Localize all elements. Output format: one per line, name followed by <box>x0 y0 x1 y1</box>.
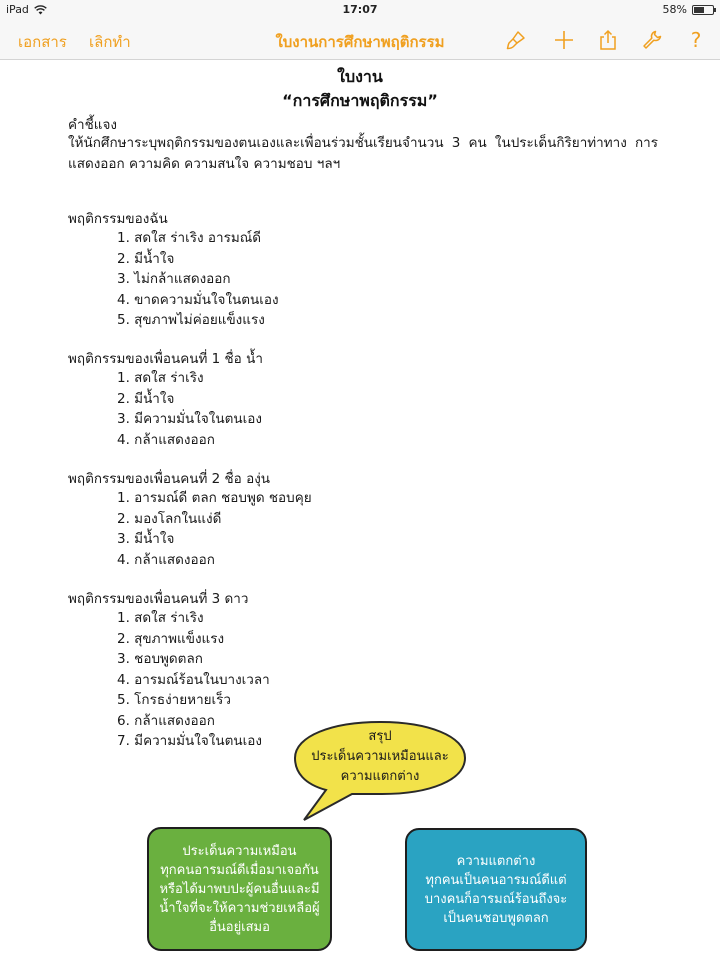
list-item: 2. สุขภาพแข็งแรง <box>117 630 225 647</box>
list-item: 5. โกรธง่ายหายเร็ว <box>117 692 232 708</box>
bubble-line: ประเด็นความเหมือนและ <box>311 749 449 764</box>
document-title: ใบงานการศึกษาพฤติกรรม <box>275 33 445 51</box>
undo-button[interactable]: เลิกทำ <box>89 33 131 51</box>
similarity-line: ประเด็นความเหมือน <box>182 843 297 859</box>
battery-icon <box>692 5 714 15</box>
behavior-list <box>117 368 262 450</box>
list-item: 3. มีความมั่นใจในตนเอง <box>117 411 262 427</box>
device-name: iPad <box>6 3 29 16</box>
behavior-list <box>117 228 279 331</box>
list-item: 1. อารมณ์ดี ตลก ชอบพูด ชอบคุย <box>117 490 312 506</box>
section-heading: พฤติกรรมของฉัน <box>68 211 168 227</box>
paintbrush-icon[interactable] <box>505 29 527 51</box>
list-item: 5. สุขภาพไม่ค่อยแข็งแรง <box>117 312 265 328</box>
battery-percent: 58% <box>662 3 687 16</box>
behavior-list <box>117 488 312 570</box>
section-heading: พฤติกรรมของเพื่อนคนที่ 2 ชื่อ องุ่น <box>68 471 271 487</box>
list-item: 2. มองโลกในแง่ดี <box>117 510 222 527</box>
battery-level <box>694 7 704 13</box>
list-item: 1. สดใส ร่าเริง <box>117 370 204 386</box>
section-heading: พฤติกรรมของเพื่อนคนที่ 3 ดาว <box>68 591 249 607</box>
help-icon[interactable]: ? <box>690 28 702 52</box>
status-time: 17:07 <box>342 3 378 16</box>
list-item: 4. กล้าแสดงออก <box>117 431 215 448</box>
section-heading: พฤติกรรมของเพื่อนคนที่ 1 ชื่อ น้ำ <box>68 351 263 367</box>
list-item: 4. อารมณ์ร้อนในบางเวลา <box>117 671 270 688</box>
plus-icon[interactable] <box>553 29 575 51</box>
worksheet-subtitle: “การศึกษาพฤติกรรม” <box>282 91 438 110</box>
bubble-line: ความแตกต่าง <box>340 769 420 784</box>
wrench-icon[interactable] <box>641 29 663 51</box>
list-item: 2. มีน้ำใจ <box>117 250 175 267</box>
toolbar <box>0 20 720 60</box>
similarity-line: อื่นอยู่เสมอ <box>209 919 270 935</box>
documents-button[interactable]: เอกสาร <box>18 33 67 51</box>
list-item: 1. สดใส ร่าเริง <box>117 610 204 626</box>
similarity-line: ทุกคนอารมณ์ดีเมื่อมาเจอกัน <box>160 862 319 878</box>
status-bar <box>0 0 720 20</box>
list-item: 3. ไม่กล้าแสดงออก <box>117 271 231 287</box>
status-right <box>663 3 714 16</box>
difference-line: ความแตกต่าง <box>456 853 536 869</box>
list-item: 4. กล้าแสดงออก <box>117 551 215 568</box>
difference-line: ทุกคนเป็นคนอารมณ์ดีแต่ <box>425 872 567 888</box>
worksheet-title: ใบงาน <box>337 67 383 86</box>
difference-line: เป็นคนชอบพูดตลก <box>443 910 549 926</box>
similarity-box <box>147 827 332 951</box>
share-icon[interactable] <box>597 29 619 51</box>
list-item: 3. มีน้ำใจ <box>117 531 175 547</box>
document-page <box>0 60 720 960</box>
similarity-line: หรือได้มาพบปะผู้คนอื่นและมี <box>159 881 320 897</box>
difference-line: บางคนก็อารมณ์ร้อนถึงจะ <box>424 891 568 907</box>
summary-bubble-text <box>298 727 462 787</box>
difference-box <box>405 828 587 951</box>
instruction-label: คำชี้แจง <box>68 117 117 133</box>
behavior-list <box>117 608 270 752</box>
bubble-line: สรุป <box>368 729 392 744</box>
list-item: 7. มีความมั่นใจในตนเอง <box>117 733 262 749</box>
list-item: 1. สดใส ร่าเริง อารมณ์ดี <box>117 230 262 246</box>
list-item: 4. ขาดความมั่นใจในตนเอง <box>117 291 279 308</box>
similarity-line: น้ำใจที่จะให้ความช่วยเหลือผู้ <box>159 900 320 916</box>
instruction-text: ให้นักศึกษาระบุพฤติกรรมของตนเองและเพื่อนร่วมชั้นเรียนจำนวน 3 คน ในประเด็นกิริยาท่าทาง การแสดงออก ความคิด ความสนใจ ความชอบ ฯลฯ <box>68 135 658 172</box>
list-item: 6. กล้าแสดงออก <box>117 712 215 729</box>
list-item: 2. มีน้ำใจ <box>117 390 175 407</box>
list-item: 3. ชอบพูดตลก <box>117 651 203 667</box>
